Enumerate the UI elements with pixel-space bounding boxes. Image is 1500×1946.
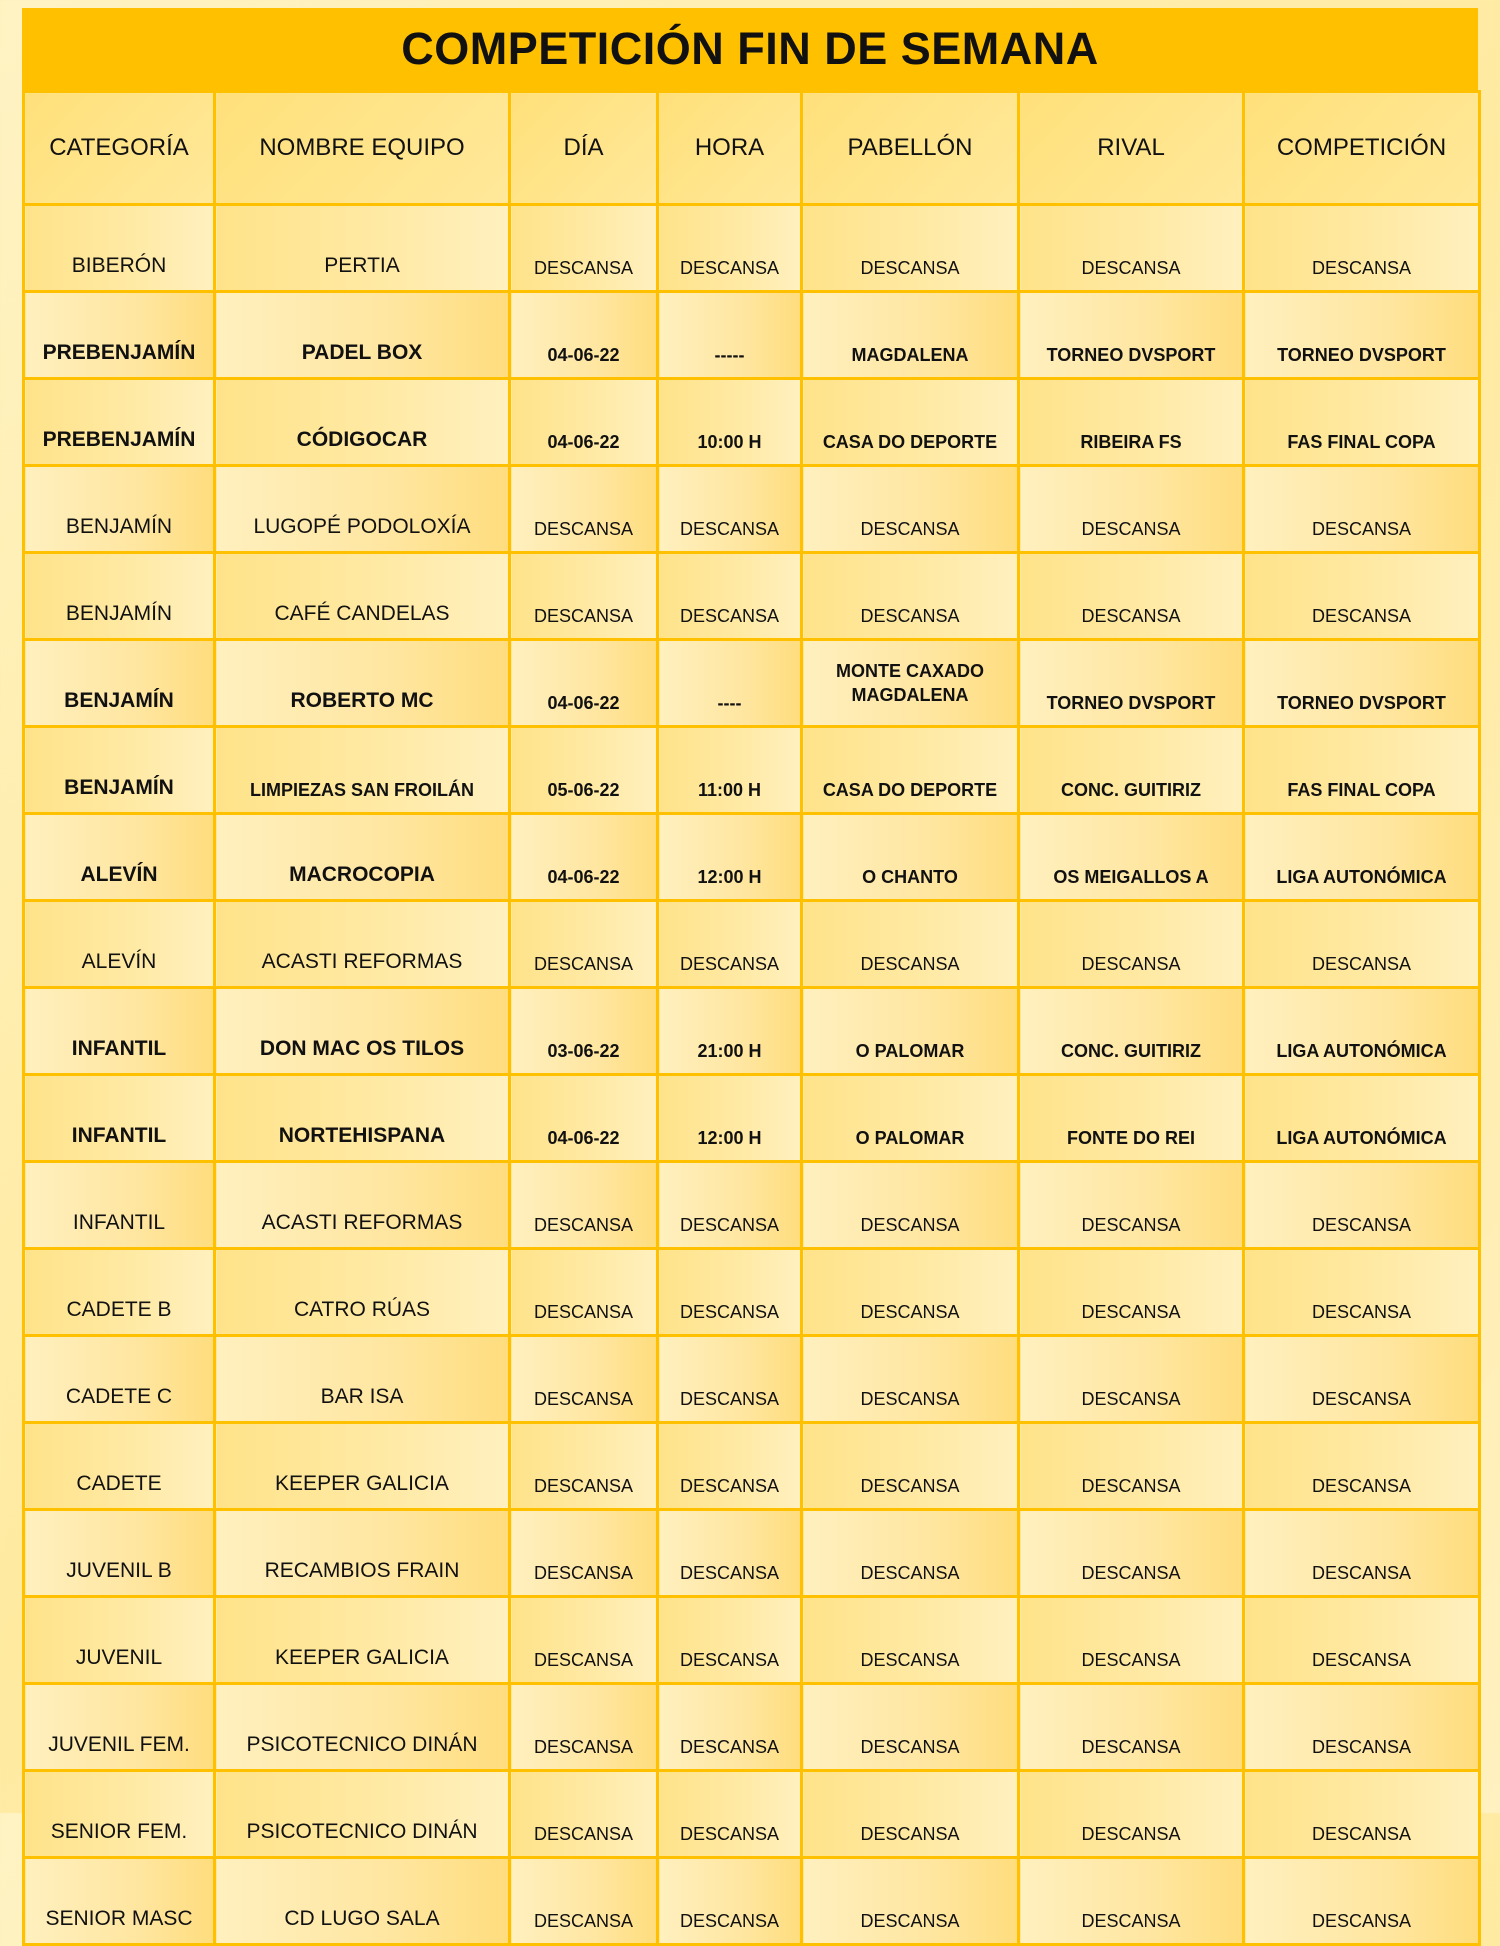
cell-competition: DESCANSA (1244, 1684, 1480, 1771)
cell-team-name: BAR ISA (215, 1336, 510, 1423)
cell-category: INFANTIL (24, 988, 215, 1075)
cell-venue: DESCANSA (802, 1336, 1019, 1423)
cell-competition: LIGA AUTONÓMICA (1244, 988, 1480, 1075)
cell-team-name: KEEPER GALICIA (215, 1423, 510, 1510)
cell-day: 04-06-22 (510, 292, 658, 379)
cell-day: DESCANSA (510, 1510, 658, 1597)
cell-day: 05-06-22 (510, 727, 658, 814)
cell-time: DESCANSA (658, 901, 802, 988)
cell-rival: DESCANSA (1019, 1597, 1244, 1684)
cell-rival: DESCANSA (1019, 901, 1244, 988)
schedule-sheet (22, 8, 1478, 1931)
cell-rival: DESCANSA (1019, 1684, 1244, 1771)
cell-rival: RIBEIRA FS (1019, 379, 1244, 466)
cell-venue: O PALOMAR (802, 988, 1019, 1075)
cell-category: ALEVÍN (24, 901, 215, 988)
cell-time: DESCANSA (658, 1771, 802, 1858)
cell-rival: DESCANSA (1019, 1771, 1244, 1858)
table-row (24, 1075, 1480, 1162)
cell-time: DESCANSA (658, 1684, 802, 1771)
cell-competition: TORNEO DVSPORT (1244, 640, 1480, 727)
cell-category: BIBERÓN (24, 205, 215, 292)
cell-day: 04-06-22 (510, 1075, 658, 1162)
cell-competition: DESCANSA (1244, 1249, 1480, 1336)
cell-team-name: NORTEHISPANA (215, 1075, 510, 1162)
cell-time: DESCANSA (658, 1423, 802, 1510)
cell-competition: DESCANSA (1244, 1336, 1480, 1423)
cell-time: DESCANSA (658, 1336, 802, 1423)
table-row (24, 988, 1480, 1075)
cell-competition: DESCANSA (1244, 1510, 1480, 1597)
cell-venue: MONTE CAXADO MAGDALENA (802, 640, 1019, 727)
table-row (24, 292, 1480, 379)
cell-team-name: LUGOPÉ PODOLOXÍA (215, 466, 510, 553)
table-row (24, 1510, 1480, 1597)
cell-category: CADETE (24, 1423, 215, 1510)
cell-rival: DESCANSA (1019, 466, 1244, 553)
cell-venue: DESCANSA (802, 1858, 1019, 1945)
cell-rival: DESCANSA (1019, 1162, 1244, 1249)
schedule-table (22, 90, 1481, 1946)
cell-rival: OS MEIGALLOS A (1019, 814, 1244, 901)
table-row (24, 205, 1480, 292)
table-body (24, 205, 1480, 1945)
cell-day: DESCANSA (510, 1771, 658, 1858)
cell-time: DESCANSA (658, 553, 802, 640)
cell-venue: DESCANSA (802, 1597, 1019, 1684)
table-row (24, 901, 1480, 988)
cell-venue: DESCANSA (802, 1162, 1019, 1249)
cell-category: JUVENIL FEM. (24, 1684, 215, 1771)
cell-team-name: CATRO RÚAS (215, 1249, 510, 1336)
cell-time: 11:00 H (658, 727, 802, 814)
cell-team-name: ACASTI REFORMAS (215, 901, 510, 988)
cell-venue: DESCANSA (802, 1423, 1019, 1510)
cell-time: DESCANSA (658, 1858, 802, 1945)
cell-day: DESCANSA (510, 1249, 658, 1336)
cell-team-name: CD LUGO SALA (215, 1858, 510, 1945)
cell-venue: CASA DO DEPORTE (802, 379, 1019, 466)
cell-team-name: PERTIA (215, 205, 510, 292)
table-row (24, 1423, 1480, 1510)
table-row (24, 1336, 1480, 1423)
column-header-team-name: NOMBRE EQUIPO (215, 92, 510, 205)
cell-day: 04-06-22 (510, 814, 658, 901)
cell-category: BENJAMÍN (24, 466, 215, 553)
column-header-rival: RIVAL (1019, 92, 1244, 205)
table-header-row (24, 92, 1480, 205)
cell-team-name: CAFÉ CANDELAS (215, 553, 510, 640)
cell-day: DESCANSA (510, 1597, 658, 1684)
cell-time: DESCANSA (658, 466, 802, 553)
cell-day: DESCANSA (510, 1423, 658, 1510)
cell-time: 10:00 H (658, 379, 802, 466)
cell-competition: FAS FINAL COPA (1244, 727, 1480, 814)
table-row (24, 1771, 1480, 1858)
table-row (24, 1249, 1480, 1336)
page-title: COMPETICIÓN FIN DE SEMANA (22, 8, 1478, 90)
cell-rival: DESCANSA (1019, 553, 1244, 640)
cell-day: DESCANSA (510, 205, 658, 292)
table-row (24, 727, 1480, 814)
cell-venue: DESCANSA (802, 1771, 1019, 1858)
column-header-day: DÍA (510, 92, 658, 205)
cell-category: PREBENJAMÍN (24, 292, 215, 379)
cell-day: 04-06-22 (510, 640, 658, 727)
cell-venue: DESCANSA (802, 1684, 1019, 1771)
cell-day: DESCANSA (510, 1684, 658, 1771)
cell-venue: DESCANSA (802, 901, 1019, 988)
cell-team-name: RECAMBIOS FRAIN (215, 1510, 510, 1597)
cell-venue: MAGDALENA (802, 292, 1019, 379)
cell-venue: DESCANSA (802, 1510, 1019, 1597)
cell-team-name: PSICOTECNICO DINÁN (215, 1771, 510, 1858)
table-row (24, 466, 1480, 553)
cell-venue: O PALOMAR (802, 1075, 1019, 1162)
cell-rival: TORNEO DVSPORT (1019, 640, 1244, 727)
cell-rival: DESCANSA (1019, 1336, 1244, 1423)
cell-category: JUVENIL (24, 1597, 215, 1684)
table-row (24, 553, 1480, 640)
cell-time: DESCANSA (658, 205, 802, 292)
cell-time: 21:00 H (658, 988, 802, 1075)
cell-competition: DESCANSA (1244, 1162, 1480, 1249)
cell-rival: DESCANSA (1019, 1510, 1244, 1597)
cell-category: BENJAMÍN (24, 553, 215, 640)
cell-time: 12:00 H (658, 814, 802, 901)
cell-competition: DESCANSA (1244, 466, 1480, 553)
cell-competition: DESCANSA (1244, 1423, 1480, 1510)
cell-venue: DESCANSA (802, 466, 1019, 553)
cell-competition: DESCANSA (1244, 1771, 1480, 1858)
cell-competition: DESCANSA (1244, 553, 1480, 640)
cell-rival: CONC. GUITIRIZ (1019, 727, 1244, 814)
table-row (24, 640, 1480, 727)
cell-time: DESCANSA (658, 1249, 802, 1336)
cell-competition: DESCANSA (1244, 1597, 1480, 1684)
cell-category: JUVENIL B (24, 1510, 215, 1597)
cell-category: CADETE C (24, 1336, 215, 1423)
cell-competition: LIGA AUTONÓMICA (1244, 814, 1480, 901)
cell-team-name: MACROCOPIA (215, 814, 510, 901)
cell-rival: DESCANSA (1019, 205, 1244, 292)
cell-time: DESCANSA (658, 1597, 802, 1684)
cell-rival: FONTE DO REI (1019, 1075, 1244, 1162)
cell-category: SENIOR MASC (24, 1858, 215, 1945)
cell-time: DESCANSA (658, 1162, 802, 1249)
cell-day: DESCANSA (510, 901, 658, 988)
cell-time: ---- (658, 640, 802, 727)
cell-rival: CONC. GUITIRIZ (1019, 988, 1244, 1075)
cell-venue: O CHANTO (802, 814, 1019, 901)
column-header-time: HORA (658, 92, 802, 205)
cell-time: 12:00 H (658, 1075, 802, 1162)
cell-time: DESCANSA (658, 1510, 802, 1597)
cell-competition: LIGA AUTONÓMICA (1244, 1075, 1480, 1162)
cell-venue: DESCANSA (802, 553, 1019, 640)
table-row (24, 1162, 1480, 1249)
cell-competition: DESCANSA (1244, 205, 1480, 292)
table-row (24, 1597, 1480, 1684)
cell-team-name: KEEPER GALICIA (215, 1597, 510, 1684)
cell-category: PREBENJAMÍN (24, 379, 215, 466)
cell-category: CADETE B (24, 1249, 215, 1336)
cell-team-name: CÓDIGOCAR (215, 379, 510, 466)
cell-day: 03-06-22 (510, 988, 658, 1075)
cell-category: INFANTIL (24, 1075, 215, 1162)
cell-venue: DESCANSA (802, 1249, 1019, 1336)
cell-venue: DESCANSA (802, 205, 1019, 292)
cell-competition: FAS FINAL COPA (1244, 379, 1480, 466)
cell-day: 04-06-22 (510, 379, 658, 466)
table-row (24, 814, 1480, 901)
cell-day: DESCANSA (510, 1162, 658, 1249)
cell-category: BENJAMÍN (24, 640, 215, 727)
cell-team-name: PSICOTECNICO DINÁN (215, 1684, 510, 1771)
cell-venue: CASA DO DEPORTE (802, 727, 1019, 814)
cell-rival: DESCANSA (1019, 1858, 1244, 1945)
cell-rival: DESCANSA (1019, 1249, 1244, 1336)
cell-day: DESCANSA (510, 553, 658, 640)
cell-day: DESCANSA (510, 466, 658, 553)
column-header-competition: COMPETICIÓN (1244, 92, 1480, 205)
cell-day: DESCANSA (510, 1858, 658, 1945)
table-row (24, 379, 1480, 466)
cell-category: ALEVÍN (24, 814, 215, 901)
cell-team-name: ROBERTO MC (215, 640, 510, 727)
cell-rival: TORNEO DVSPORT (1019, 292, 1244, 379)
cell-team-name: ACASTI REFORMAS (215, 1162, 510, 1249)
cell-competition: DESCANSA (1244, 901, 1480, 988)
cell-time: ----- (658, 292, 802, 379)
cell-team-name: DON MAC OS TILOS (215, 988, 510, 1075)
cell-category: SENIOR FEM. (24, 1771, 215, 1858)
table-row (24, 1684, 1480, 1771)
cell-competition: TORNEO DVSPORT (1244, 292, 1480, 379)
cell-rival: DESCANSA (1019, 1423, 1244, 1510)
cell-category: BENJAMÍN (24, 727, 215, 814)
cell-category: INFANTIL (24, 1162, 215, 1249)
column-header-category: CATEGORÍA (24, 92, 215, 205)
table-row (24, 1858, 1480, 1945)
cell-team-name: PADEL BOX (215, 292, 510, 379)
cell-team-name: LIMPIEZAS SAN FROILÁN (215, 727, 510, 814)
cell-day: DESCANSA (510, 1336, 658, 1423)
column-header-venue: PABELLÓN (802, 92, 1019, 205)
cell-competition: DESCANSA (1244, 1858, 1480, 1945)
